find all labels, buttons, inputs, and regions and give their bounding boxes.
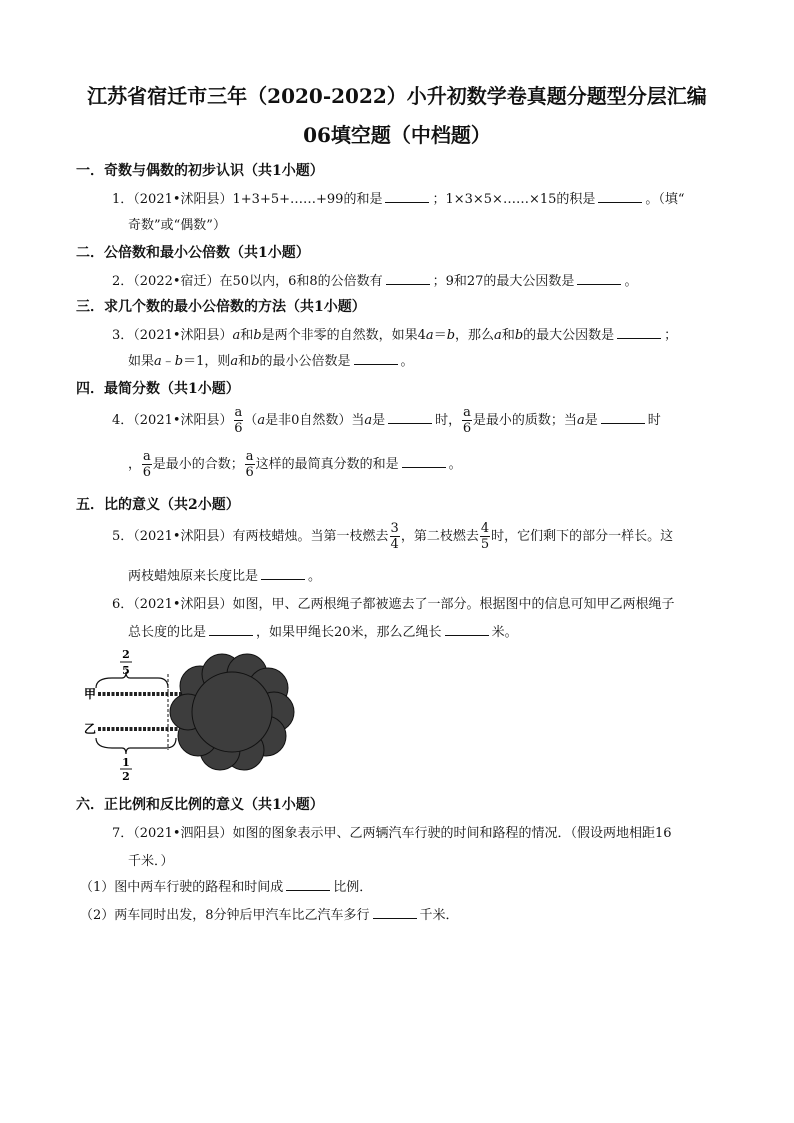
q4-text-b: （ [244,413,258,428]
question-2-line-1 [112,270,637,289]
q3-text-j: 的最小公倍数是 [259,354,351,369]
fraction-numerator: 3 [390,521,399,536]
q4-text-d: 是 [372,413,386,428]
question-7-part-2 [80,904,459,923]
bottom-fraction-denominator: 2 [122,770,130,780]
fraction-denominator: 6 [234,421,243,436]
rope-label-jia: 甲 [84,687,97,701]
answer-blank[interactable] [209,624,253,636]
q6-text-a: 6．（2021•沭阳县）如图，甲、乙两根绳子都被遮去了一部分。根据图中的信息可知甲乙两根绳子 [112,597,675,612]
question-7-line-1 [112,822,672,841]
q3-text-b: 是两个非零的自然数，如果4 [261,328,426,343]
section-heading-5: 五．比的意义（共2小题） [76,497,240,513]
question-6-line-2 [128,621,518,640]
fraction-denominator: 6 [245,465,254,480]
answer-blank[interactable] [617,327,661,339]
q4-text-g: 是 [584,413,598,428]
q3-text-g: 如果 [128,354,155,369]
answer-blank[interactable] [354,353,398,365]
q4-text-e: 时， [435,413,462,428]
fraction-a-over-6 [234,406,244,435]
document-subtitle: 06填空题（中档题） [303,123,491,147]
q7-part1-text-b: 比例． [333,880,373,895]
fraction-numerator: a [234,405,243,420]
q4-text-h: 时 [647,413,661,428]
question-5-line-2 [128,565,321,584]
q3-text-e: 的最大公因数是 [523,328,615,343]
rope-label-yi: 乙 [84,722,97,736]
q3-text-h: ﹣ [161,354,175,369]
var-a: a [364,413,373,428]
section-heading-3: 三．求几个数的最小公倍数的方法（共1小题） [76,299,366,315]
q4-text-k: 这样的最简真分数的和是 [255,457,399,472]
q1-text-c: 。（填“ [645,192,685,207]
fraction-a-over-6 [462,406,472,435]
q4-text-f: 是最小的质数；当 [472,413,577,428]
question-3-line-1 [112,324,677,343]
q5-text-d: 两枝蜡烛原来长度比是 [128,569,259,584]
question-1-line-2 [128,214,226,233]
question-7-line-2 [128,850,174,869]
answer-blank[interactable] [385,191,429,203]
var-b: b [514,328,524,343]
q4-text-a: 4．（2021•沭阳县） [112,413,233,428]
var-a: a [154,354,162,369]
fraction-numerator: a [143,449,151,464]
fraction-a-over-6 [142,450,152,479]
fraction-numerator: 4 [480,521,490,536]
question-6-line-1 [112,593,675,612]
q4-text-l: 。 [448,457,462,472]
answer-blank[interactable] [402,456,446,468]
bottom-brace [96,738,176,754]
q2-text-c: 。 [624,274,638,289]
q2-text-a: 2．（2022•宿迁）在50以内，6和8的公倍数有 [112,274,383,289]
q6-text-d: 米。 [491,625,518,640]
section-heading-2: 二．公倍数和最小公倍数（共1小题） [76,245,310,261]
fraction-a-over-6 [245,450,255,479]
q7-text-a: 7．（2021•泗阳县）如图的图象表示甲、乙两辆汽车行驶的时间和路程的情况．（假设两地相距16 [112,826,672,841]
q7-part1-text-a: （1）图中两车行驶的路程和时间成 [80,880,284,895]
var-a: a [257,413,266,428]
q6-text-c: ，如果甲绳长20米，那么乙绳长 [256,625,442,640]
fraction-denominator: 5 [480,537,490,552]
q3-text-a: 3．（2021•沭阳县） [112,328,233,343]
answer-blank[interactable] [601,412,645,424]
var-a: a [425,328,434,343]
var-b: b [253,328,262,343]
q3-and: 和 [240,328,254,343]
q3-text-k: 。 [400,354,414,369]
q5-text-a: 5．（2021•沭阳县）有两枝蜡烛。当第一枝燃去 [112,529,389,544]
q4-text-i: ， [128,457,142,472]
answer-blank[interactable] [445,624,489,636]
answer-blank[interactable] [386,273,430,285]
var-a: a [576,413,585,428]
q4-text-j: 是最小的合数； [152,457,244,472]
question-5-line-1 [112,522,673,551]
cover-cloud [170,654,294,770]
answer-blank[interactable] [261,568,305,580]
q5-text-e: 。 [308,569,322,584]
var-b: b [251,354,260,369]
rope-diagram [82,640,302,780]
fraction-numerator: a [245,449,254,464]
section-heading-4: 四．最简分数（共1小题） [76,381,240,397]
document-title: 江苏省宿迁市三年（2020-2022）小升初数学卷真题分题型分层汇编 [87,84,707,108]
answer-blank[interactable] [598,191,642,203]
rope-figure [82,640,302,780]
answer-blank[interactable] [577,273,621,285]
var-a: a [232,328,241,343]
q3-and: 和 [501,328,515,343]
question-7-part-1 [80,876,372,895]
top-fraction-numerator: 2 [122,648,130,661]
q3-text-f: ； [664,328,678,343]
q4-text-c: 是非0自然数）当 [265,413,365,428]
q3-text-c: ＝ [433,328,447,343]
answer-blank[interactable] [388,412,432,424]
question-4-line-1 [112,406,661,435]
q7-part2-text-b: 千米． [419,908,459,923]
section-heading-1: 一．奇数与偶数的初步认识（共1小题） [76,163,324,179]
question-4-line-2 [128,450,462,479]
q7-part2-text-a: （2）两车同时出发，8分钟后甲汽车比乙汽车多行 [80,908,370,923]
fraction-4-5 [480,522,490,551]
top-brace [96,672,168,688]
section-heading-6: 六．正比例和反比例的意义（共1小题） [76,797,324,813]
bottom-fraction-numerator: 1 [122,756,130,769]
q3-text-d: ，那么 [455,328,495,343]
question-1-line-1 [112,188,685,207]
var-a: a [230,354,239,369]
q6-text-b: 总长度的比是 [128,625,207,640]
fraction-denominator: 4 [390,537,399,552]
top-fraction-denominator: 5 [122,664,130,677]
q7-text-b: 千米．） [128,854,174,869]
fraction-numerator: a [463,405,471,420]
q1-text-a: 1．（2021•沭阳县）1+3+5+……+99的和是 [112,192,383,207]
fraction-3-4 [390,522,400,551]
question-3-line-2 [128,350,414,369]
q5-text-c: 时，它们剩下的部分一样长。这 [491,529,674,544]
q1-text-d: 奇数”或“偶数”） [128,218,226,233]
q5-text-b: ，第二枝燃去 [400,529,479,544]
fraction-denominator: 6 [142,465,152,480]
q2-text-b: ；9和27的最大公因数是 [432,274,575,289]
var-a: a [494,328,502,343]
q1-text-b: ；1×3×5×……×15的积是 [432,192,596,207]
q3-text-i: ＝1，则 [183,354,231,369]
answer-blank[interactable] [286,879,330,891]
var-b: b [446,328,456,343]
answer-blank[interactable] [373,907,417,919]
q3-and: 和 [238,354,252,369]
fraction-denominator: 6 [462,421,472,436]
var-b: b [174,354,184,369]
